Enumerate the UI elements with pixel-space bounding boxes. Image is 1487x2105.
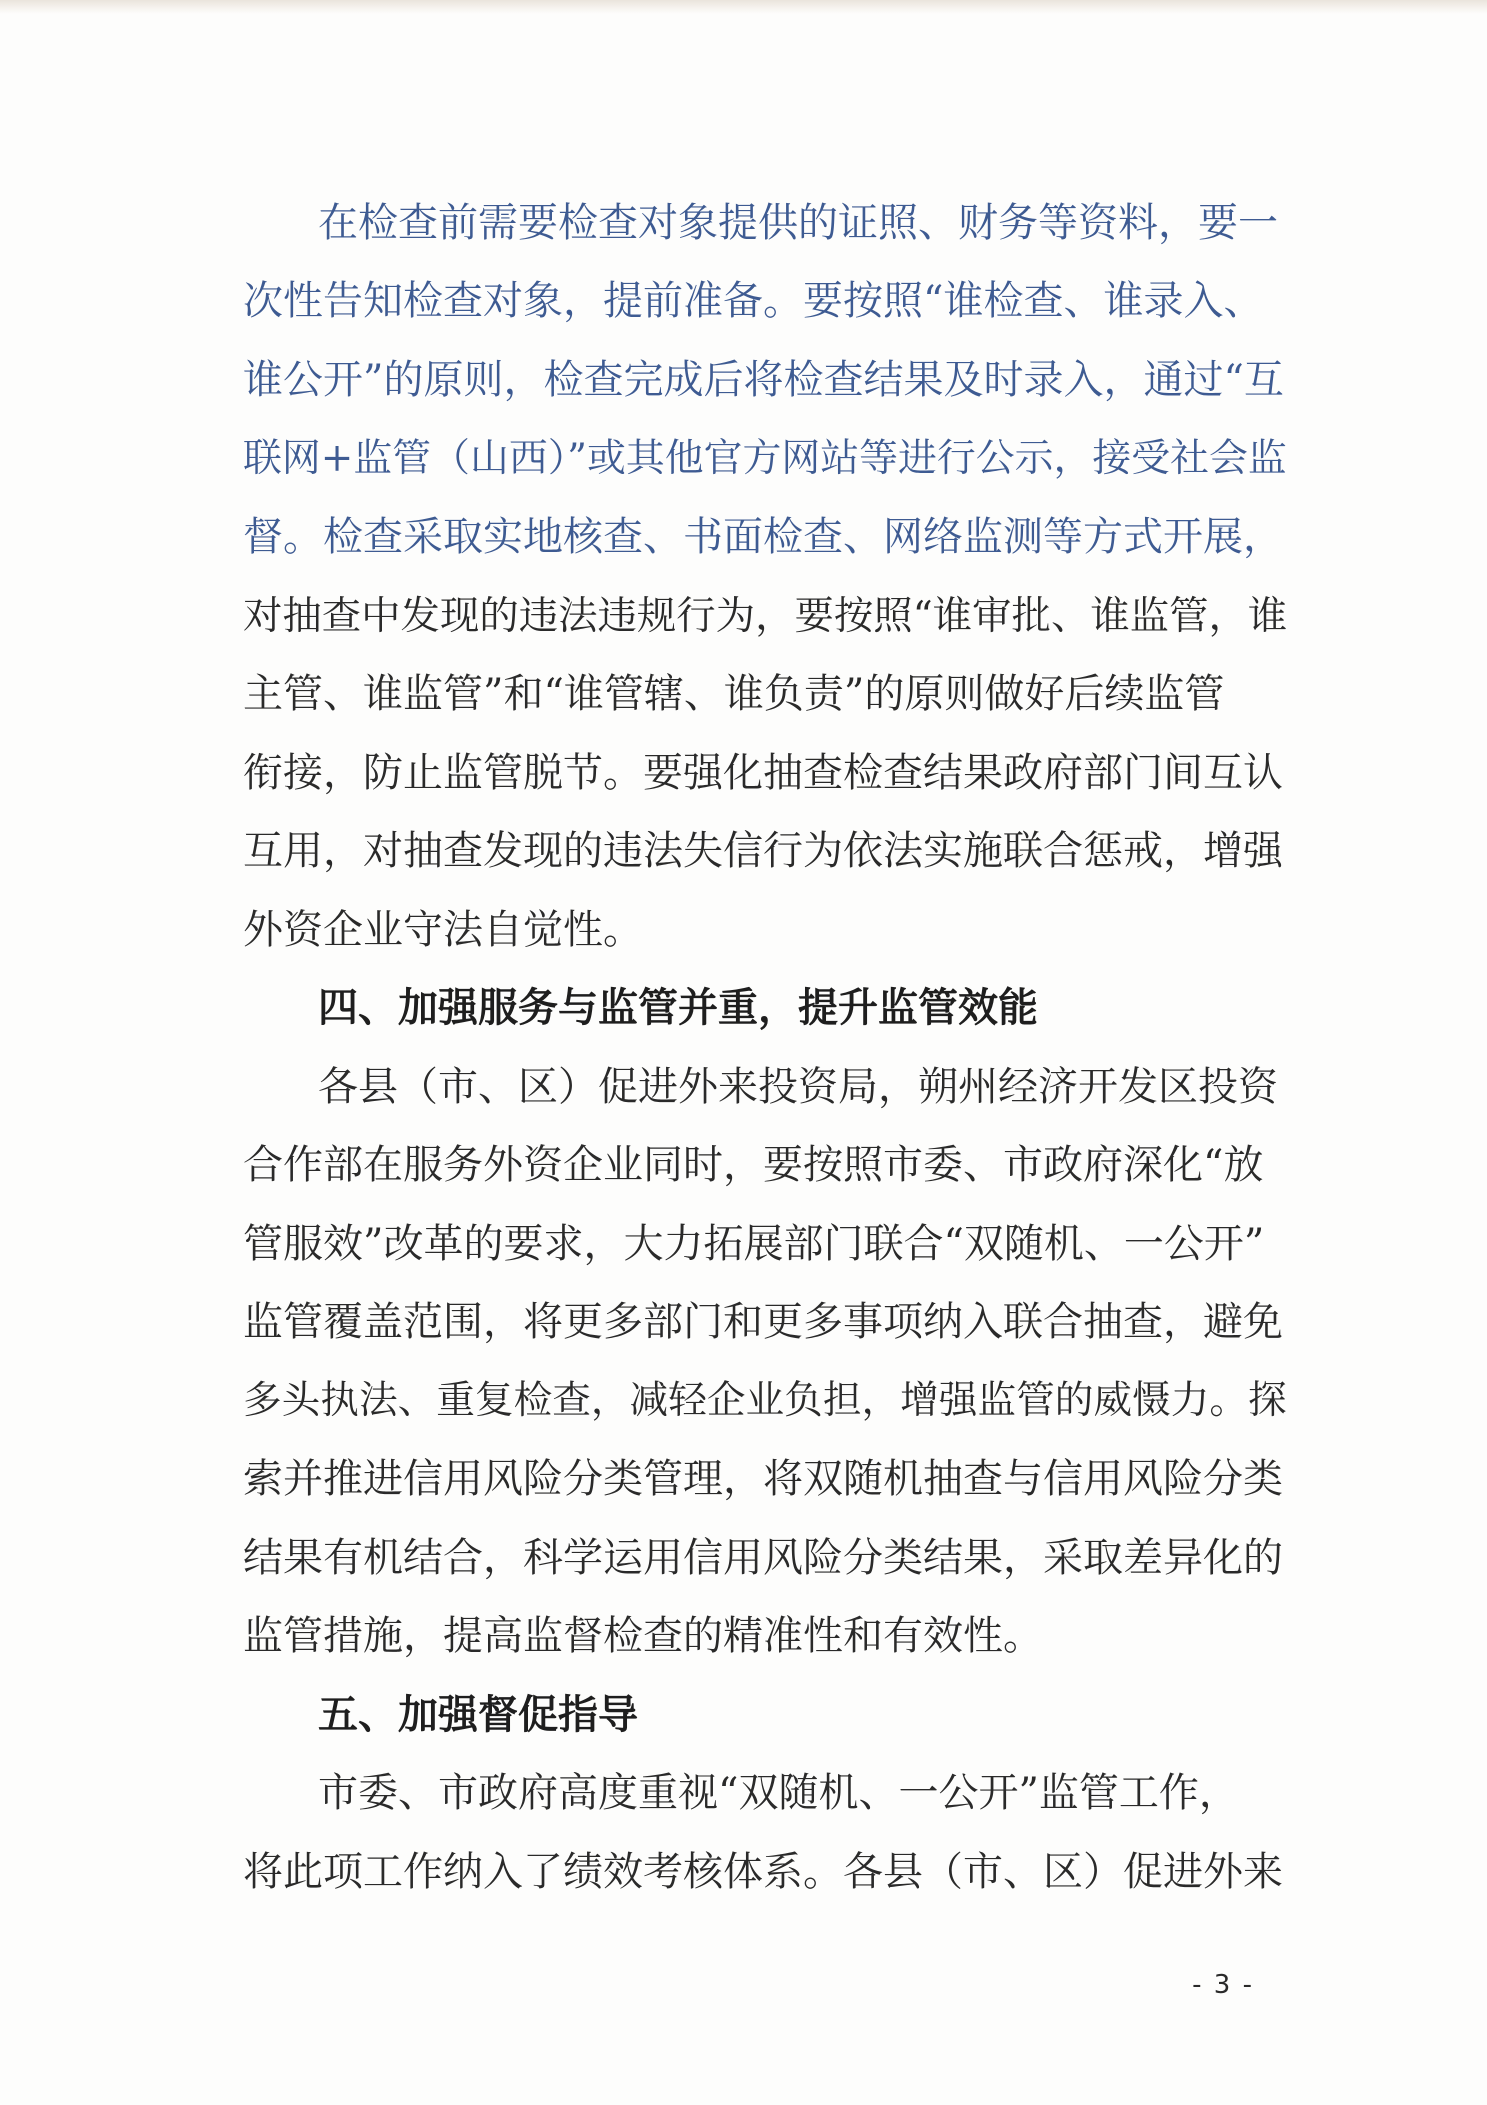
page-number: - 3 - <box>1192 1970 1254 2000</box>
paragraph-line: 联网+监管（山西）”或其他官方网站等进行公示，接受社会监 <box>243 436 1287 481</box>
section-heading: 五、加强督促指导 <box>318 1692 638 1738</box>
paragraph-line: 主管、谁监管”和“谁管辖、谁负责”的原则做好后续监管 <box>243 671 1225 717</box>
paragraph-line: 将此项工作纳入了绩效考核体系。各县（市、区）促进外来 <box>243 1849 1283 1895</box>
paragraph-line: 管服效”改革的要求，大力拓展部门联合“双随机、一公开” <box>243 1221 1265 1267</box>
paragraph-line: 合作部在服务外资企业同时，要按照市委、市政府深化“放 <box>243 1142 1264 1188</box>
paragraph-line: 谁公开”的原则，检查完成后将检查结果及时录入，通过“互 <box>243 357 1284 403</box>
paragraph-line: 结果有机结合，科学运用信用风险分类结果，采取差异化的 <box>243 1535 1283 1581</box>
paragraph-line: 次性告知检查对象，提前准备。要按照“谁检查、谁录入、 <box>243 278 1264 324</box>
paragraph-line: 在检查前需要检查对象提供的证照、财务等资料，要一 <box>318 200 1278 246</box>
paragraph-line: 督。检查采取实地核查、书面检查、网络监测等方式开展， <box>243 514 1283 560</box>
paragraph-line: 监管措施，提高监督检查的精准性和有效性。 <box>243 1613 1043 1659</box>
paragraph-line: 索并推进信用风险分类管理，将双随机抽查与信用风险分类 <box>243 1456 1283 1502</box>
paragraph-line: 市委、市政府高度重视“双随机、一公开”监管工作， <box>318 1770 1239 1816</box>
paragraph-line: 互用，对抽查发现的违法失信行为依法实施联合惩戒，增强 <box>243 828 1283 874</box>
paragraph-line: 衔接，防止监管脱节。要强化抽查检查结果政府部门间互认 <box>243 750 1283 796</box>
paragraph-line: 外资企业守法自觉性。 <box>243 907 643 953</box>
paragraph-line: 监管覆盖范围，将更多部门和更多事项纳入联合抽查，避免 <box>243 1299 1283 1345</box>
paragraph-line: 多头执法、重复检查，减轻企业负担，增强监管的威慑力。探 <box>243 1378 1287 1423</box>
section-heading: 四、加强服务与监管并重，提升监管效能 <box>318 985 1038 1031</box>
paragraph-line: 各县（市、区）促进外来投资局，朔州经济开发区投资 <box>318 1064 1278 1110</box>
paragraph-line: 对抽查中发现的违法违规行为，要按照“谁审批、谁监管，谁 <box>243 593 1288 639</box>
scan-top-edge <box>0 0 1487 14</box>
